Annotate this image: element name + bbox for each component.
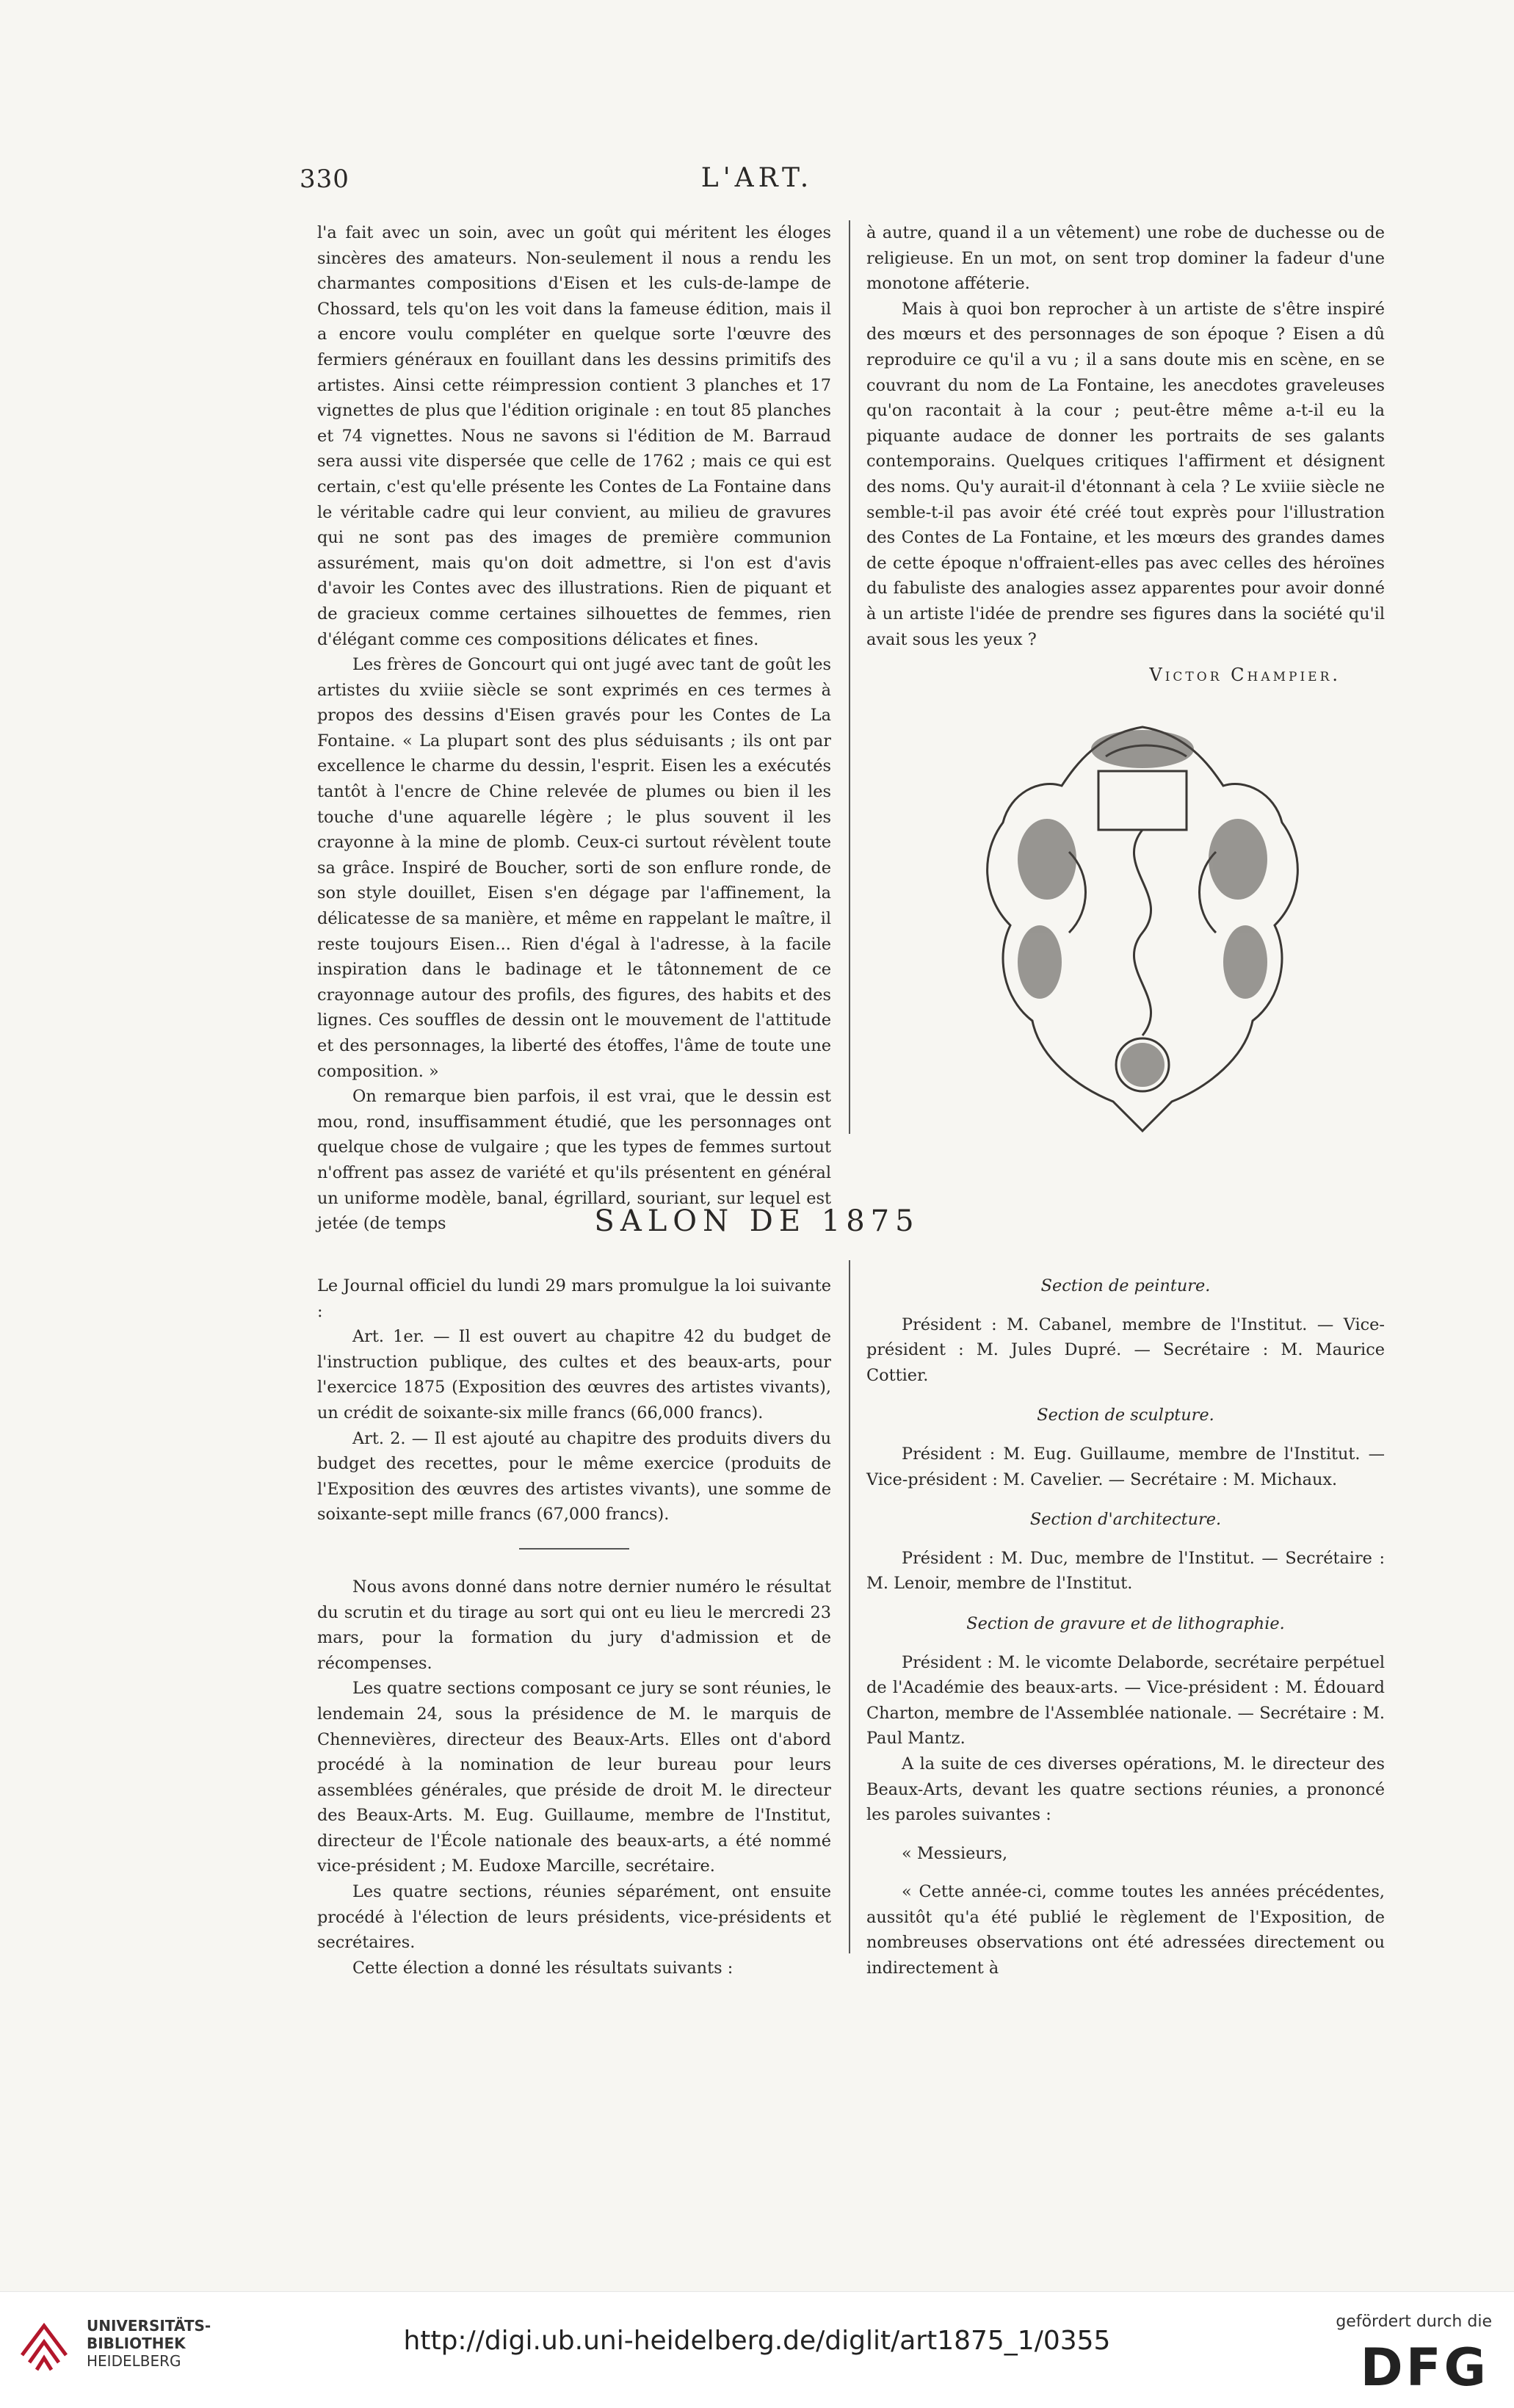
paragraph: Art. 2. — Il est ajouté au chapitre des produits divers du budget des recettes, pour le même exercice (produits de l'Exposition des œuvres des artistes vivants), une somme de soixante-sept mille francs (67,000 francs). [317,1428,831,1525]
library-line: UNIVERSITÄTS- [87,2317,211,2335]
column-rule [849,1260,850,1953]
column-rule [849,220,850,1134]
running-title: L'ART. [700,163,814,193]
section-title: SALON DE 1875 [594,1204,920,1238]
paragraph: « Messieurs, [902,1843,1008,1863]
page-number: 330 [300,164,349,194]
section-heading: Section de sculpture. [1037,1406,1214,1425]
paragraph: « Cette année-ci, comme toutes les années précédentes, aussitôt qu'a été publié le règlement de l'Exposition, de nombreuses observations ont été adressées directement ou indirectement à [866,1882,1385,1978]
paragraph: Président : M. Cabanel, membre de l'Institut. — Vice-président : M. Jules Dupré. — Secrétaire : M. Maurice Cottier. [866,1315,1385,1385]
ornament-vignette [952,705,1333,1138]
column-3 [317,1273,831,1981]
paragraph: A la suite de ces diverses opérations, M. le directeur des Beaux-Arts, devant les quatre sections réunies, a prononcé les paroles suivantes : [866,1754,1385,1825]
footer-bar [0,2291,1514,2408]
library-line: HEIDELBERG [87,2352,181,2370]
section-heading: Section de gravure et de lithographie. [966,1613,1285,1633]
paragraph: Les frères de Goncourt qui ont jugé avec tant de goût les artistes du xviiie siècle se sont exprimés en ces termes à propos des dessins d'Eisen gravés pour les Contes de La Fontaine. « La plupart sont des plus séduisants ; ils ont par excellence le charme du dessin, l'esprit. Eisen les a exécutés tantôt à l'encre de Chine relevée de plumes ou bien il les touche d'une aquarelle légère ; le plus souvent il les crayonne à la mine de plomb. Ceux-ci surtout révèlent toute sa grâce. Inspiré de Boucher, sorti de son enflure ronde, de son style douillet, Eisen s'en dégage par l'affinement, la délicatesse de sa manière, et même en rappelant le maître, il reste toujours Eisen... Rien d'égal à l'adresse, à la facile inspiration dans le badinage et le tâtonnement de ce crayonnage autour des profils, des figures, des habits et des lignes. Ces souffles de dessin ont le mouvement de l'attitude et des personnages, la liberté des étoffes, l'âme de toute une composition. » [317,655,831,1081]
paragraph: Mais à quoi bon reprocher à un artiste de s'être inspiré des mœurs et des personnages de son époque ? Eisen a dû reproduire ce qu'il a vu ; il a sans doute mis en scène, en se couvrant du nom de La Fontaine, les anecdotes graveleuses qu'on racontait à la cour ; peut-être même a-t-il eu la piquante audace de donner les portraits de ses galants contemporains. Quelques critiques l'affirment et désignent des noms. Qu'y aurait-il d'étonnant à cela ? Le xviiie siècle ne semble-t-il pas avoir été créé tout exprès pour l'illustration des Contes de La Fontaine, et les mœurs des grandes dames de cette époque n'offraient-elles pas avec celles des héroïnes du fabuliste des analogies assez apparentes pour avoir donné à un artiste l'idée de prendre ses figures dans la société qu'il avait sous les yeux ? [866,299,1385,649]
document-url[interactable]: http://digi.ub.uni-heidelberg.de/diglit/art1875_1/0355 [403,2326,1111,2356]
paragraph: Les quatre sections, réunies séparément, ont ensuite procédé à l'élection de leurs présidents, vice-présidents et secrétaires. [317,1882,831,1953]
column-1 [317,220,831,1237]
paragraph: à autre, quand il a un vêtement) une robe de duchesse ou de religieuse. En un mot, on sent trop dominer la fadeur d'une monotone afféterie. [866,223,1385,294]
paragraph: Cette élection a donné les résultats suivants : [352,1958,734,1978]
funding-label: gefördert durch die [1336,2313,1492,2331]
paragraph: Le Journal officiel du lundi 29 mars promulgue la loi suivante : [317,1276,831,1321]
paragraph: l'a fait avec un soin, avec un goût qui méritent les éloges sincères des amateurs. Non-seulement il nous a rendu les charmantes compositions d'Eisen et les culs-de-lampe de Chossard, tels qu'on les voit dans la fameuse édition, mais il a encore voulu compléter en quelque sorte l'œuvre des fermiers généraux en fouillant dans les dessins primitifs des artistes. Ainsi cette réimpression contient 3 planches et 17 vignettes de plus que l'édition originale : en tout 85 planches et 74 vignettes. Nous ne savons si l'édition de M. Barraud sera aussi vite dispersée que celle de 1762 ; mais ce qui est certain, c'est qu'elle présente les Contes de La Fontaine dans le véritable cadre qui leur convient, au milieu de gravures qui ne sont pas des images de première communion assurément, mais qu'on doit admettre, si l'on est d'avis d'avoir les Contes avec des illustrations. Rien de piquant et de gracieux comme certaines silhouettes de femmes, rien d'élégant comme ces compositions délicates et fines. [317,223,831,649]
section-heading: Section de peinture. [1040,1276,1211,1295]
section-heading: Section d'architecture. [1029,1510,1222,1530]
paragraph: On remarque bien parfois, il est vrai, que le dessin est mou, rond, insuffisamment étudié, que les personnages ont quelque chose de vulgaire ; que les types de femmes surtout n'offrent pas assez de variété et qu'ils présentent en général un uniforme modèle, banal, égrillard, souriant, sur lequel est jetée (de temps [317,1087,831,1234]
paragraph: Nous avons donné dans notre dernier numéro le résultat du scrutin et du tirage au sort qui ont eu lieu le mercredi 23 mars, pour la formation du jury d'admission et de récompenses. [317,1577,831,1673]
paragraph: Les quatre sections composant ce jury se sont réunies, le lendemain 24, sous la présidence de M. le marquis de Chennevières, directeur des Beaux-Arts. Elles ont d'abord procédé à la nomination de leur bureau pour leurs assemblées générales, que préside de droit M. le directeur des Beaux-Arts. M. Eug. Guillaume, membre de l'Institut, directeur de l'École nationale des beaux-arts, a été nommé vice-président ; M. Eudoxe Marcille, secrétaire. [317,1679,831,1876]
separator-rule [519,1548,629,1550]
signature: Victor Champier. [1149,665,1341,686]
paragraph: Président : M. Duc, membre de l'Institut. — Secrétaire : M. Lenoir, membre de l'Institut. [866,1548,1385,1594]
paragraph: Président : M. le vicomte Delaborde, secrétaire perpétuel de l'Académie des beaux-arts. — Vice-président : M. Édouard Charton, membre de l'Assemblée nationale. — Secrétaire : M. Paul Mantz. [866,1652,1385,1749]
column-4 [866,1273,1385,1981]
dfg-logo: DFG [1360,2338,1489,2398]
library-line: BIBLIOTHEK [87,2335,186,2352]
paragraph: Président : M. Eug. Guillaume, membre de l'Institut. — Vice-président : M. Cavelier. — Secrétaire : M. Michaux. [866,1444,1385,1489]
column-2 [866,220,1385,688]
paragraph: Art. 1er. — Il est ouvert au chapitre 42 du budget de l'instruction publique, des cultes et des beaux-arts, pour l'exercice 1875 (Exposition des œuvres des artistes vivants), un crédit de soixante-six mille francs (66,000 francs). [317,1327,831,1422]
